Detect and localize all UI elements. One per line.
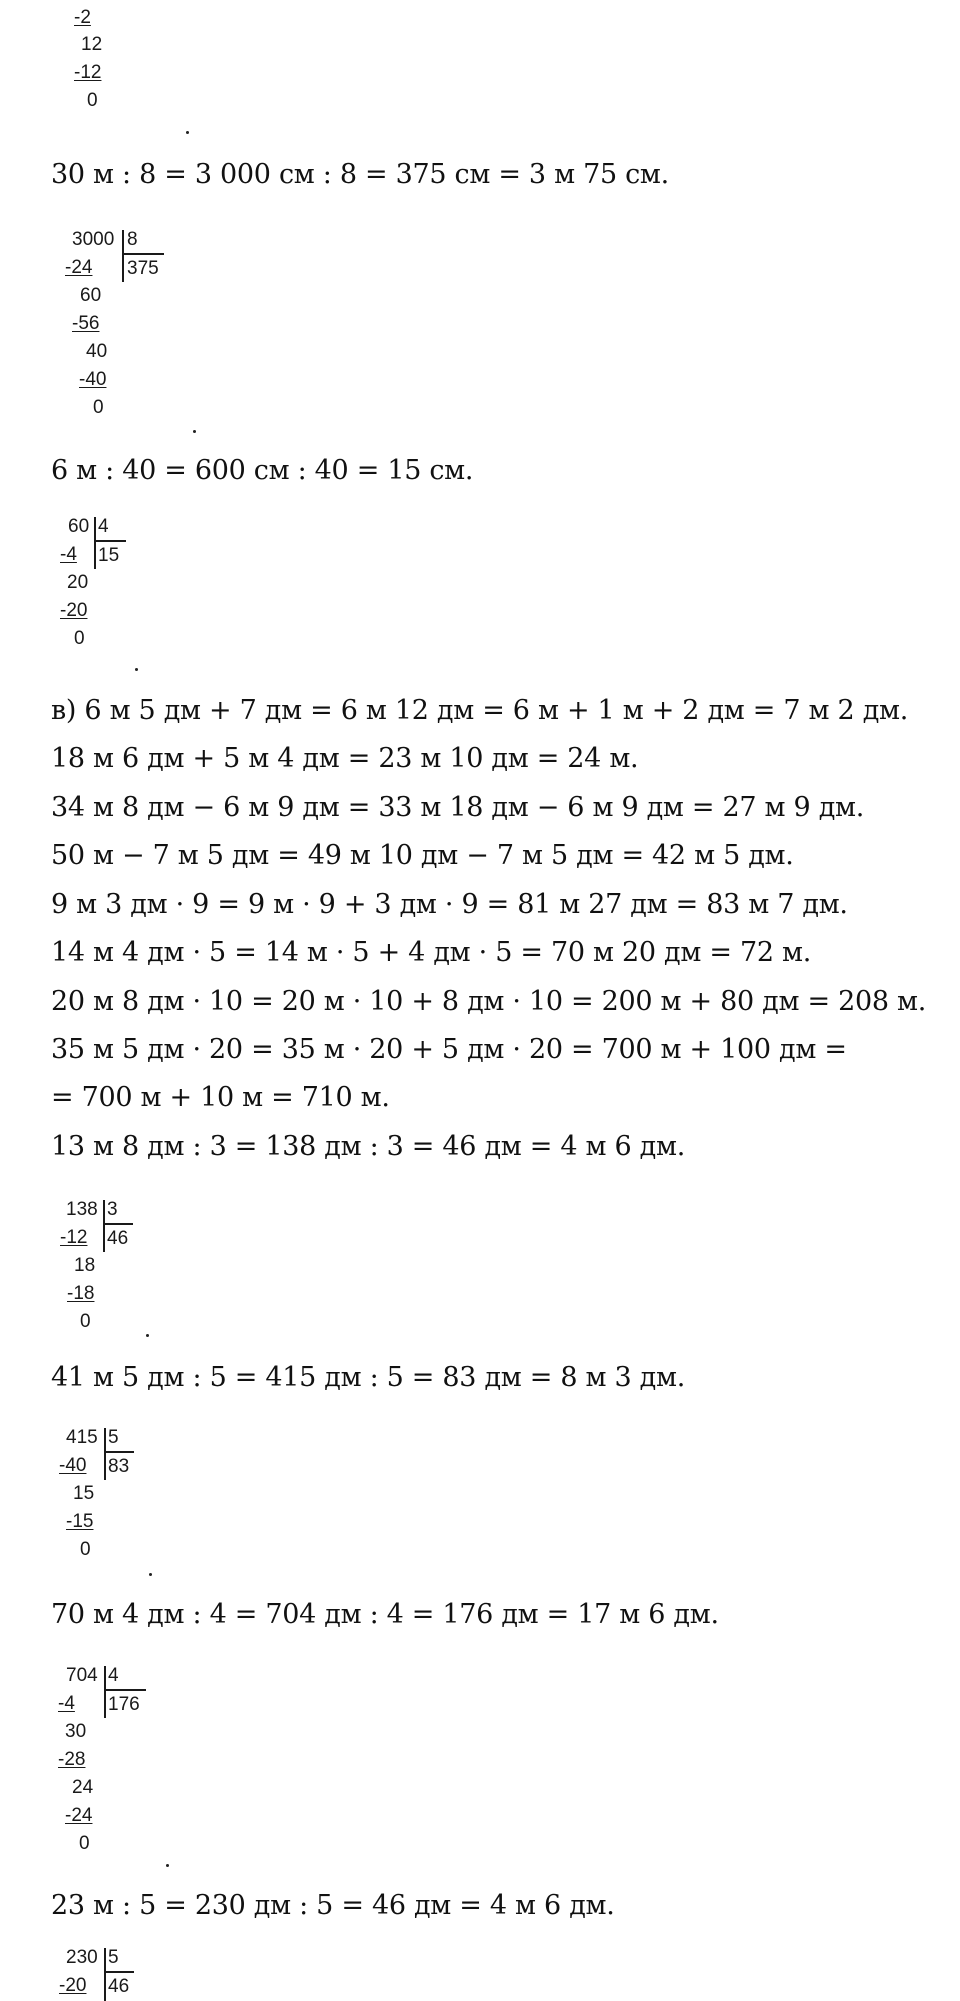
equation-line: 34 м 8 дм − 6 м 9 дм = 33 м 18 дм − 6 м 9 дм = 27 м 9 дм. [51,792,865,823]
division-bar [103,1200,105,1252]
equation-line: 9 м 3 дм · 9 = 9 м · 9 + 3 дм · 9 = 81 м 27 дм = 83 м 7 дм. [51,889,848,920]
division-bar [122,230,124,282]
divisor: 4 [98,516,109,537]
division-step: -24 [65,257,93,278]
division-bar [104,1948,106,2001]
division-step: -2 [74,7,91,28]
period-mark [193,430,196,433]
equation-line: 35 м 5 дм · 20 = 35 м · 20 + 5 дм · 20 = 700 м + 100 дм = [51,1034,847,1065]
division-step: 12 [81,34,103,55]
division-step: 30 [65,1721,87,1742]
equation-line: 30 м : 8 = 3 000 см : 8 = 375 см = 3 м 75 см. [51,159,669,190]
period-mark [186,131,189,134]
divisor: 8 [127,229,138,250]
equation-line: 18 м 6 дм + 5 м 4 дм = 23 м 10 дм = 24 м. [51,743,639,774]
division-step: 18 [74,1255,96,1276]
dividend: 704 [66,1665,98,1686]
division-step: -28 [58,1749,86,1770]
division-step: -18 [67,1283,95,1304]
divisor: 4 [108,1665,119,1686]
dividend: 138 [66,1199,98,1220]
quotient-line [104,1451,134,1453]
period-mark [166,1864,169,1867]
quotient: 46 [107,1228,129,1249]
division-step: -12 [60,1227,88,1248]
quotient-line [103,1223,133,1225]
dividend: 3000 [72,229,115,250]
division-step: 0 [87,90,98,111]
equation-line: 13 м 8 дм : 3 = 138 дм : 3 = 46 дм = 4 м 6 дм. [51,1131,685,1162]
quotient: 46 [108,1976,130,1997]
equation-line: 41 м 5 дм : 5 = 415 дм : 5 = 83 дм = 8 м 3 дм. [51,1362,685,1393]
division-step: 0 [80,1539,91,1560]
quotient-line [122,253,164,255]
division-step: -56 [72,313,100,334]
period-mark [146,1334,149,1337]
divisor: 3 [107,1199,118,1220]
division-step: 0 [79,1833,90,1854]
division-step: -20 [59,1975,87,1996]
divisor: 5 [108,1947,119,1968]
equation-line: 50 м − 7 м 5 дм = 49 м 10 дм − 7 м 5 дм = 42 м 5 дм. [51,840,794,871]
equation-line: в) 6 м 5 дм + 7 дм = 6 м 12 дм = 6 м + 1 м + 2 дм = 7 м 2 дм. [51,695,908,726]
division-step: -15 [66,1511,94,1532]
division-step: -40 [79,369,107,390]
dividend: 230 [66,1947,98,1968]
division-step: 40 [86,341,108,362]
quotient: 83 [108,1456,130,1477]
division-step: -4 [58,1693,75,1714]
quotient: 15 [98,545,120,566]
division-step: -24 [65,1805,93,1826]
division-bar [94,517,96,569]
division-step: -20 [60,600,88,621]
division-step: -12 [74,62,102,83]
division-step: 24 [72,1777,94,1798]
quotient: 375 [127,258,159,279]
divisor: 5 [108,1427,119,1448]
division-bar [104,1428,106,1480]
equation-line: 23 м : 5 = 230 дм : 5 = 46 дм = 4 м 6 дм. [51,1890,615,1921]
division-step: 20 [67,572,89,593]
quotient-line [104,1971,134,1973]
quotient-line [94,540,126,542]
division-step: 0 [74,628,85,649]
period-mark [149,1573,152,1576]
division-step: -4 [60,544,77,565]
division-step: 60 [80,285,102,306]
quotient: 176 [108,1694,140,1715]
division-step: -40 [59,1455,87,1476]
division-step: 15 [73,1483,95,1504]
equation-line: 14 м 4 дм · 5 = 14 м · 5 + 4 дм · 5 = 70 м 20 дм = 72 м. [51,937,811,968]
division-step: 0 [93,397,104,418]
quotient-line [104,1689,146,1691]
equation-line: 70 м 4 дм : 4 = 704 дм : 4 = 176 дм = 17 м 6 дм. [51,1599,719,1630]
period-mark [135,668,138,671]
division-step: 0 [80,1311,91,1332]
equation-line: 6 м : 40 = 600 см : 40 = 15 см. [51,455,474,486]
equation-line: 20 м 8 дм · 10 = 20 м · 10 + 8 дм · 10 = 200 м + 80 дм = 208 м. [51,986,926,1017]
dividend: 60 [68,516,90,537]
equation-line: = 700 м + 10 м = 710 м. [51,1082,390,1113]
division-bar [104,1666,106,1718]
dividend: 415 [66,1427,98,1448]
